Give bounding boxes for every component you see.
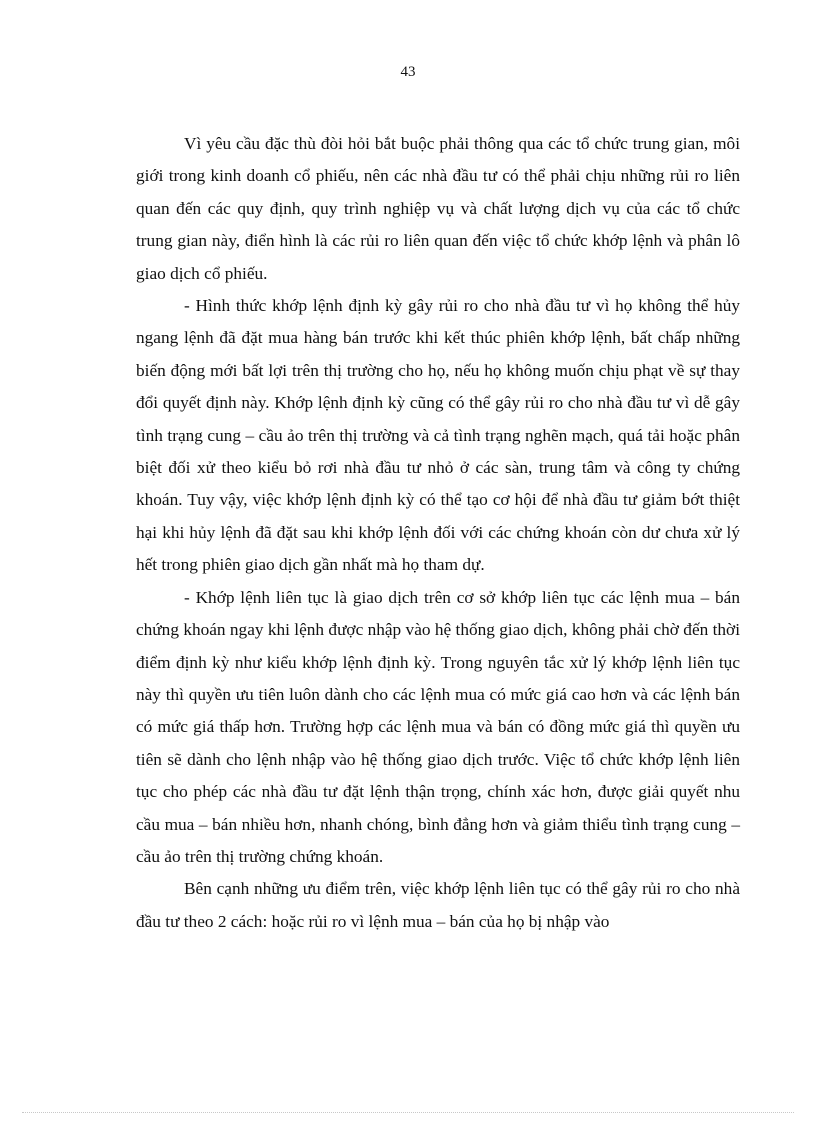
- paragraph-continuous-risks: Bên cạnh những ưu điểm trên, việc khớp lệnh liên tục có thể gây rủi ro cho nhà đầu tư theo 2 cách: hoặc rủi ro vì lệnh mua – bán của họ bị nhập vào: [136, 879, 740, 931]
- body-text: [136, 128, 740, 938]
- footer-dotted-rule: [22, 1112, 794, 1113]
- paragraph-intro: Vì yêu cầu đặc thù đòi hỏi bắt buộc phải thông qua các tổ chức trung gian, môi giới trong kinh doanh cổ phiếu, nên các nhà đầu tư có thể phải chịu những rủi ro liên quan đến các quy định, quy trình nghiệp vụ và chất lượng dịch vụ của các tổ chức trung gian này, điển hình là các rủi ro liên quan đến việc tổ chức khớp lệnh và phân lô giao dịch cổ phiếu.: [136, 134, 740, 283]
- paragraph-periodic-matching: - Hình thức khớp lệnh định kỳ gây rủi ro cho nhà đầu tư vì họ không thể hủy ngang lệnh đã đặt mua hàng bán trước khi kết thúc phiên khớp lệnh, bất chấp những biến động mới bất lợi trên thị trường cho họ, nếu họ không muốn chịu phạt về sự thay đổi quyết định này. Khớp lệnh định kỳ cũng có thể gây rủi ro cho nhà đầu tư vì dễ gây tình trạng cung – cầu ảo trên thị trường và cả tình trạng nghẽn mạch, quá tải hoặc phân biệt đối xử theo kiểu bỏ rơi nhà đầu tư nhỏ ở các sàn, trung tâm và công ty chứng khoán. Tuy vậy, việc khớp lệnh định kỳ có thể tạo cơ hội để nhà đầu tư giảm bớt thiệt hại khi hủy lệnh đã đặt sau khi khớp lệnh đối với các chứng khoán còn dư chưa xử lý hết trong phiên giao dịch gần nhất mà họ tham dự.: [136, 296, 740, 575]
- paragraph-continuous-matching: - Khớp lệnh liên tục là giao dịch trên cơ sở khớp liên tục các lệnh mua – bán chứng khoán ngay khi lệnh được nhập vào hệ thống giao dịch, không phải chờ đến thời điểm định kỳ như kiểu khớp lệnh định kỳ. Trong nguyên tắc xử lý khớp lệnh liên tục này thì quyền ưu tiên luôn dành cho các lệnh mua có mức giá cao hơn và các lệnh bán có mức giá thấp hơn. Trường hợp các lệnh mua và bán có đồng mức giá thì quyền ưu tiên sẽ dành cho lệnh nhập vào hệ thống giao dịch trước. Việc tổ chức khớp lệnh liên tục cho phép các nhà đầu tư đặt lệnh thận trọng, chính xác hơn, được giải quyết nhu cầu mua – bán nhiều hơn, nhanh chóng, bình đẳng hơn và giảm thiểu tình trạng cung – cầu ảo trên thị trường chứng khoán.: [136, 587, 740, 866]
- page-number: 43: [400, 64, 416, 80]
